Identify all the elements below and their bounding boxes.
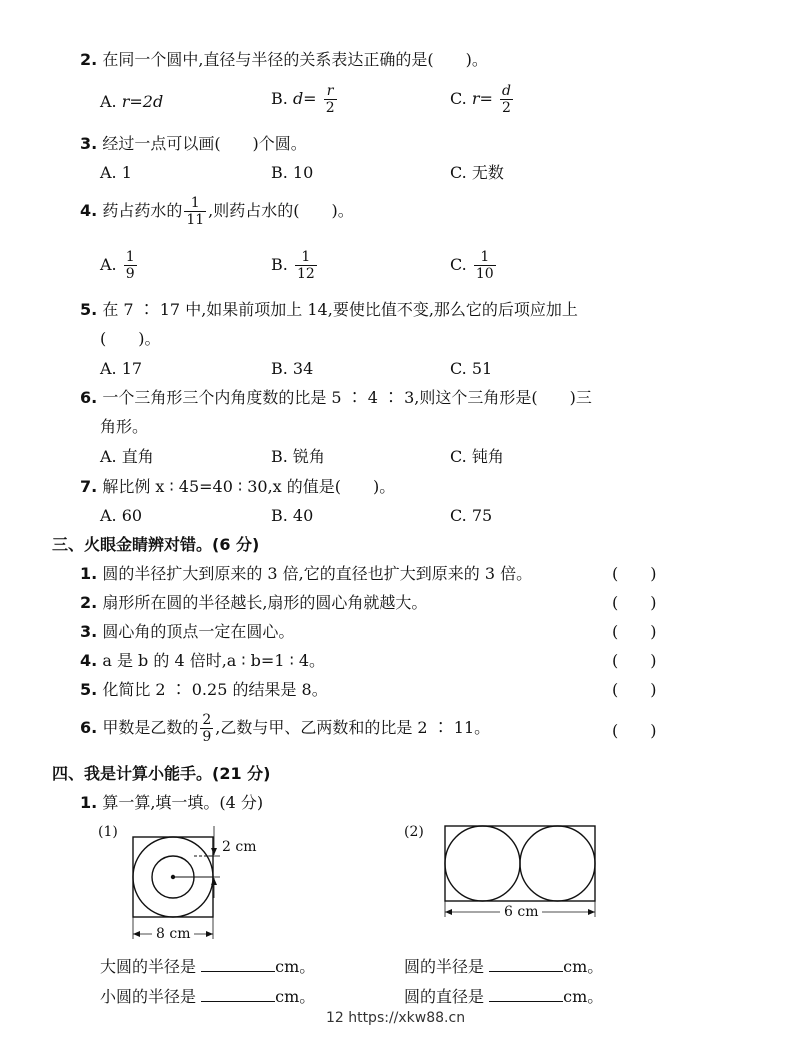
numerator: r [326, 83, 334, 99]
item-text: 化简比 2 ∶ 0.25 的结果是 8。 [102, 680, 328, 699]
question-stem-continued: 角形。 [100, 417, 149, 436]
fill-big-radius [100, 957, 315, 975]
option-c: C. 75 [450, 506, 493, 525]
answer-blank[interactable] [201, 957, 275, 972]
option-c: C. 钝角 [450, 447, 504, 466]
fraction [500, 84, 513, 115]
option-label: C. [450, 255, 467, 275]
item-text: 圆的半径扩大到原来的 3 倍,它的直径也扩大到原来的 3 倍。 [102, 564, 533, 583]
item-number: 5. [80, 680, 98, 699]
arrow-head [588, 909, 595, 915]
denominator: 2 [502, 99, 511, 116]
question-7 [80, 479, 395, 495]
arrow-head [445, 909, 452, 915]
item-number: 1. [80, 564, 98, 583]
numerator: 1 [125, 249, 135, 265]
option-b: B. 锐角 [271, 447, 325, 466]
question-5 [80, 302, 578, 318]
numerator: 2 [202, 712, 212, 728]
option-text: r=2d [121, 92, 164, 111]
arrow-head [211, 878, 217, 885]
item-number: 6. [80, 718, 98, 738]
question-number: 4. [80, 201, 98, 221]
question-stem: 在 7 ∶ 17 中,如果前项加上 14,要使比值不变,那么它的后项应加上 [102, 300, 578, 319]
denominator: 12 [296, 265, 315, 282]
section-3-title: 三、火眼金睛辨对错。(6 分) [52, 535, 260, 554]
dim-label-2cm: 2 cm [222, 839, 257, 855]
option-a: A. 60 [100, 506, 143, 525]
question-4 [80, 196, 354, 227]
page-footer: 12 https://xkw88.cn [325, 1010, 466, 1026]
question-number: 6. [80, 388, 98, 407]
denominator: 11 [186, 211, 205, 228]
left-circle [445, 826, 520, 901]
question-stem: 一个三角形三个内角度数的比是 5 ∶ 4 ∶ 3,则这个三角形是( )三 [102, 388, 592, 407]
option-label: B. [271, 255, 288, 275]
question-stem: 在同一个圆中,直径与半径的关系表达正确的是( )。 [102, 50, 488, 69]
answer-paren[interactable]: ( ) [612, 721, 657, 740]
option-b: B. 10 [271, 163, 314, 182]
figure-2-label: (2) [404, 824, 424, 840]
question-2 [80, 52, 488, 68]
tf-item-2 [80, 595, 427, 611]
answer-blank[interactable] [201, 987, 275, 1002]
fraction [474, 250, 496, 281]
option-a: A. 17 [100, 359, 143, 378]
fraction [184, 196, 206, 227]
item-number: 2. [80, 593, 98, 612]
denominator: 9 [202, 728, 212, 745]
fill-label: 圆的直径是 [404, 987, 485, 1006]
option-text: r= [471, 89, 493, 109]
item-text: a 是 b 的 4 倍时,a ∶ b=1 ∶ 4。 [102, 651, 326, 670]
item-text: 甲数是乙数的 [102, 718, 199, 738]
fraction [124, 250, 137, 281]
sub-question-1 [80, 795, 263, 811]
numerator: 1 [301, 249, 311, 265]
option-a: A. 1 [100, 163, 132, 182]
answer-paren[interactable]: ( ) [612, 680, 657, 699]
answer-blank[interactable] [489, 987, 563, 1002]
dim-label-6cm: 6 cm [504, 904, 539, 920]
question-stem-tail: ,则药占水的( )。 [208, 201, 354, 221]
fill-circle-diameter [404, 987, 603, 1005]
figure-1-square-circles [122, 818, 262, 943]
option-label: A. [100, 255, 117, 275]
item-text: 圆心角的顶点一定在圆心。 [102, 622, 295, 641]
fill-label: 圆的半径是 [404, 957, 485, 976]
option-c: C. 51 [450, 359, 493, 378]
fill-label: 小圆的半径是 [100, 987, 197, 1006]
answer-paren[interactable]: ( ) [612, 651, 657, 670]
fill-label: 大圆的半径是 [100, 957, 197, 976]
fill-circle-radius [404, 957, 603, 975]
arrow-head [211, 848, 217, 855]
option-b: B. 34 [271, 359, 314, 378]
item-number: 1. [80, 793, 98, 812]
item-number: 3. [80, 622, 98, 641]
tf-item-6 [80, 713, 490, 744]
option-b [271, 84, 339, 115]
question-number: 5. [80, 300, 98, 319]
denominator: 9 [125, 265, 135, 282]
tf-item-5 [80, 682, 328, 698]
fraction [295, 250, 317, 281]
fill-small-radius [100, 987, 315, 1005]
option-b [271, 250, 319, 281]
arrow-head [133, 931, 140, 937]
question-stem: 药占药水的 [102, 201, 183, 221]
option-label: C. [450, 89, 467, 109]
unit: cm。 [563, 987, 604, 1006]
answer-blank[interactable] [489, 957, 563, 972]
answer-paren[interactable]: ( ) [612, 593, 657, 612]
option-c: C. 无数 [450, 163, 504, 182]
question-6 [80, 390, 592, 406]
question-stem-continued: ( )。 [100, 329, 161, 348]
numerator: 1 [190, 195, 200, 211]
item-text-tail: ,乙数与甲、乙两数和的比是 2 ∶ 11。 [215, 718, 491, 738]
option-text: d= [292, 89, 317, 109]
dim-label-8cm: 8 cm [156, 926, 191, 942]
question-number: 3. [80, 134, 98, 153]
arrow-head [206, 931, 213, 937]
question-3 [80, 136, 307, 152]
section-4-title: 四、我是计算小能手。(21 分) [52, 764, 271, 783]
denominator: 10 [475, 265, 494, 282]
option-c [450, 250, 498, 281]
answer-paren[interactable]: ( ) [612, 564, 657, 583]
numerator: d [502, 83, 511, 99]
answer-paren[interactable]: ( ) [612, 622, 657, 641]
item-text: 扇形所在圆的半径越长,扇形的圆心角就越大。 [102, 593, 428, 612]
tf-item-4 [80, 653, 325, 669]
option-a: A. 直角 [100, 447, 154, 466]
tf-item-1 [80, 566, 532, 582]
figure-1-label: (1) [98, 824, 118, 840]
fraction [324, 84, 337, 115]
option-a [100, 94, 163, 110]
tf-item-3 [80, 624, 294, 640]
unit: cm。 [275, 987, 316, 1006]
fraction [200, 713, 213, 744]
question-stem: 经过一点可以画( )个圆。 [102, 134, 307, 153]
question-stem: 解比例 x ∶ 45=40 ∶ 30,x 的值是( )。 [102, 477, 396, 496]
item-number: 4. [80, 651, 98, 670]
option-b: B. 40 [271, 506, 314, 525]
option-a [100, 250, 139, 281]
unit: cm。 [563, 957, 604, 976]
denominator: 2 [325, 99, 335, 116]
question-number: 2. [80, 50, 98, 69]
item-text: 算一算,填一填。(4 分) [102, 793, 264, 812]
numerator: 1 [480, 249, 490, 265]
option-c [450, 84, 515, 115]
option-label: B. [271, 89, 288, 109]
right-circle [520, 826, 595, 901]
unit: cm。 [275, 957, 316, 976]
question-number: 7. [80, 477, 98, 496]
option-label: A. [100, 92, 117, 111]
